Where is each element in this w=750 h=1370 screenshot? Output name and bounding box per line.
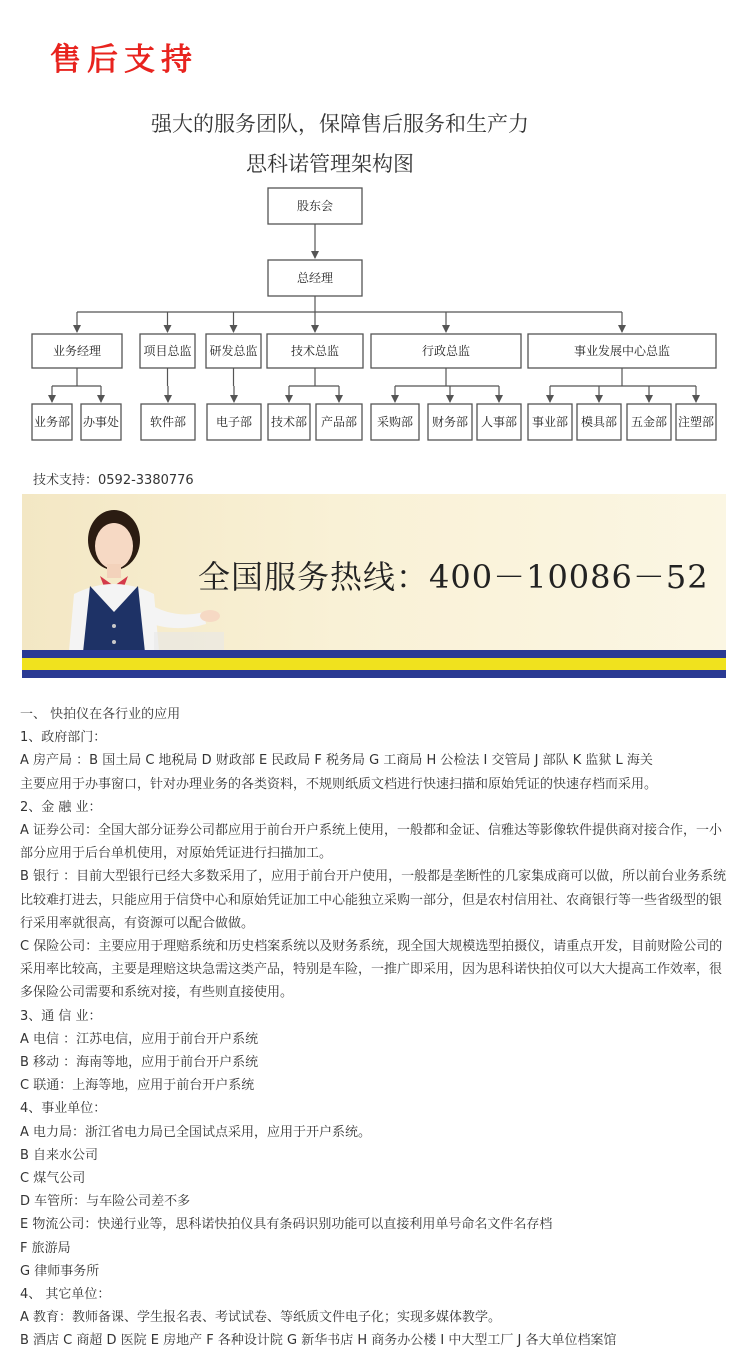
- org-box-dept-5-2: [627, 404, 671, 440]
- org-box-dept-0-0-label: 业务部: [33, 415, 71, 429]
- org-box-dept-1-0-label: 软件部: [149, 415, 187, 429]
- content-line: A 教育：教师备课、学生报名表、考试试卷、等纸质文件电子化；实现多媒体教学。: [20, 1310, 502, 1326]
- org-box-level2-0: [32, 334, 122, 368]
- service-team-subtitle: 强大的服务团队，保障售后服务和生产力: [151, 112, 529, 136]
- content-line: D 车管所：与车险公司差不多: [20, 1194, 191, 1210]
- banner-stripe-yellow: [22, 658, 726, 670]
- org-box-dept-1-0: [141, 404, 195, 440]
- org-box-dept-3-0-label: 技术部: [270, 415, 308, 429]
- content-line: A 电力局：浙江省电力局已全国试点采用，应用于开户系统。: [20, 1124, 372, 1140]
- content-line: B 移动 ：海南等地，应用于前台开户系统: [20, 1055, 259, 1071]
- content-line: A 房产局 ：B 国土局 C 地税局 D 财政部 E 民政局 F 税务局 G 工商局 H 公检法 I 交管局 J 部队 K 监狱 L 海关: [20, 753, 653, 769]
- org-box-level2-1-label: 项目总监: [143, 344, 192, 358]
- content-line: B 酒店 C 商超 D 医院 E 房地产 F 各种设计院 G 新华书店 H 商务办公楼 I 中大型工厂 J 各大单位档案馆: [20, 1333, 617, 1349]
- org-box-dept-2-0: [207, 404, 261, 440]
- org-box-level2-0-label: 业务经理: [52, 344, 102, 358]
- org-box-level2-1: [140, 334, 195, 368]
- content-line: C 保险公司：主要应用于理赔系统和历史档案系统以及财务系统，现全国大规模选型拍摄仪，请重点开发，目前财险公司的采用率比较高，主要是理赔这块急需这类产品，特别是车险，一推广即采用，因为思科诺快拍仪可以大大提高工作效率，很多保险公司需要和系统对接，有些则直接使用。: [20, 939, 723, 1001]
- content-line: 一、 快拍仪在各行业的应用: [20, 707, 181, 722]
- service-hotline: 全国服务热线：400－10086－52: [198, 558, 709, 596]
- org-box-dept-0-0: [32, 404, 72, 440]
- org-box-dept-4-1-label: 财务部: [431, 415, 469, 429]
- content-line: B 银行 ：目前大型银行已经大多数采用了，应用于前台开户使用，一般都是垄断性的几家集成商可以做，所以前台业务系统比较难打进去，只能应用于信贷中心和原始凭证加工中心能独立采购一部分，但是农村信用社、农商银行等一些省级型的银行采用率就很高，有资源可以配合做做。: [20, 869, 727, 931]
- content-line: 2、金 融 业：: [20, 799, 102, 815]
- content-line: A 证券公司：全国大部分证券公司都应用于前台开户系统上使用，一般都和金证、信雅达等影像软件提供商对接合作，一小部分应用于后台单机使用，对原始凭证进行扫描加工。: [20, 823, 723, 862]
- org-box-dept-5-3-label: 注塑部: [677, 415, 715, 429]
- org-box-dept-4-0: [371, 404, 419, 440]
- org-box-dept-5-2-label: 五金部: [630, 415, 668, 429]
- org-box-dept-5-0: [528, 404, 572, 440]
- content-line: C 联通：上海等地，应用于前台开户系统: [20, 1078, 255, 1094]
- content-line: 1、政府部门：: [20, 730, 107, 746]
- org-box-dept-4-1: [428, 404, 472, 440]
- banner-stripe-white: [22, 678, 726, 692]
- org-box-dept-5-1-label: 模具部: [580, 415, 618, 429]
- org-box-general-manager-label: 总经理: [296, 271, 334, 285]
- hotline-banner: [22, 494, 726, 692]
- org-box-dept-0-1: [81, 404, 121, 440]
- org-box-level2-5-label: 事业发展中心总监: [573, 344, 671, 358]
- content-line: C 煤气公司: [20, 1171, 86, 1187]
- org-box-level2-5: [528, 334, 716, 368]
- banner-stripe-blue-top: [22, 650, 726, 658]
- org-box-level2-4-label: 行政总监: [421, 344, 471, 358]
- content-line: 主要应用于办事窗口，针对办理业务的各类资料，不规则纸质文档进行快速扫描和原始凭证的快速存档而采用。: [20, 776, 658, 792]
- org-box-dept-5-0-label: 事业部: [531, 415, 569, 429]
- application-content: [20, 703, 732, 1353]
- org-box-dept-5-1: [577, 404, 621, 440]
- content-line: F 旅游局: [20, 1240, 71, 1256]
- org-box-root: [268, 188, 362, 224]
- org-box-dept-4-2-label: 人事部: [480, 415, 518, 429]
- org-chart: [0, 180, 750, 450]
- content-line: B 自来水公司: [20, 1147, 99, 1163]
- org-box-dept-5-3: [676, 404, 716, 440]
- content-line: 3、通 信 业：: [20, 1008, 102, 1024]
- org-box-general-manager: [268, 260, 362, 296]
- org-box-level2-3-label: 技术总监: [290, 344, 340, 358]
- content-line: 4、事业单位：: [20, 1101, 107, 1117]
- org-box-level2-2-label: 研发总监: [209, 344, 258, 358]
- banner-stripe-blue-bottom: [22, 670, 726, 678]
- org-box-dept-2-0-label: 电子部: [215, 415, 253, 429]
- org-chart-title: 思科诺管理架构图: [246, 152, 414, 176]
- tech-support-phone: 技术支持：0592-3380776: [33, 473, 194, 488]
- org-box-dept-3-1: [316, 404, 362, 440]
- org-box-dept-3-0: [268, 404, 310, 440]
- org-box-dept-0-1-label: 办事处: [82, 415, 120, 429]
- content-line: 4、 其它单位：: [20, 1287, 111, 1303]
- org-box-level2-4: [371, 334, 521, 368]
- content-line: E 物流公司：快递行业等，思科诺快拍仪具有条码识别功能可以直接利用单号命名文件名存档: [20, 1217, 553, 1233]
- org-box-dept-4-0-label: 采购部: [376, 415, 414, 429]
- org-box-dept-3-1-label: 产品部: [320, 415, 358, 429]
- org-box-level2-2: [206, 334, 261, 368]
- content-line: A 电信 ：江苏电信，应用于前台开户系统: [20, 1031, 259, 1047]
- org-box-dept-4-2: [477, 404, 521, 440]
- page-title: 售后支持: [50, 42, 198, 78]
- org-box-level2-3: [267, 334, 363, 368]
- content-line: G 律师事务所: [20, 1263, 100, 1279]
- org-box-root-label: 股东会: [296, 199, 334, 213]
